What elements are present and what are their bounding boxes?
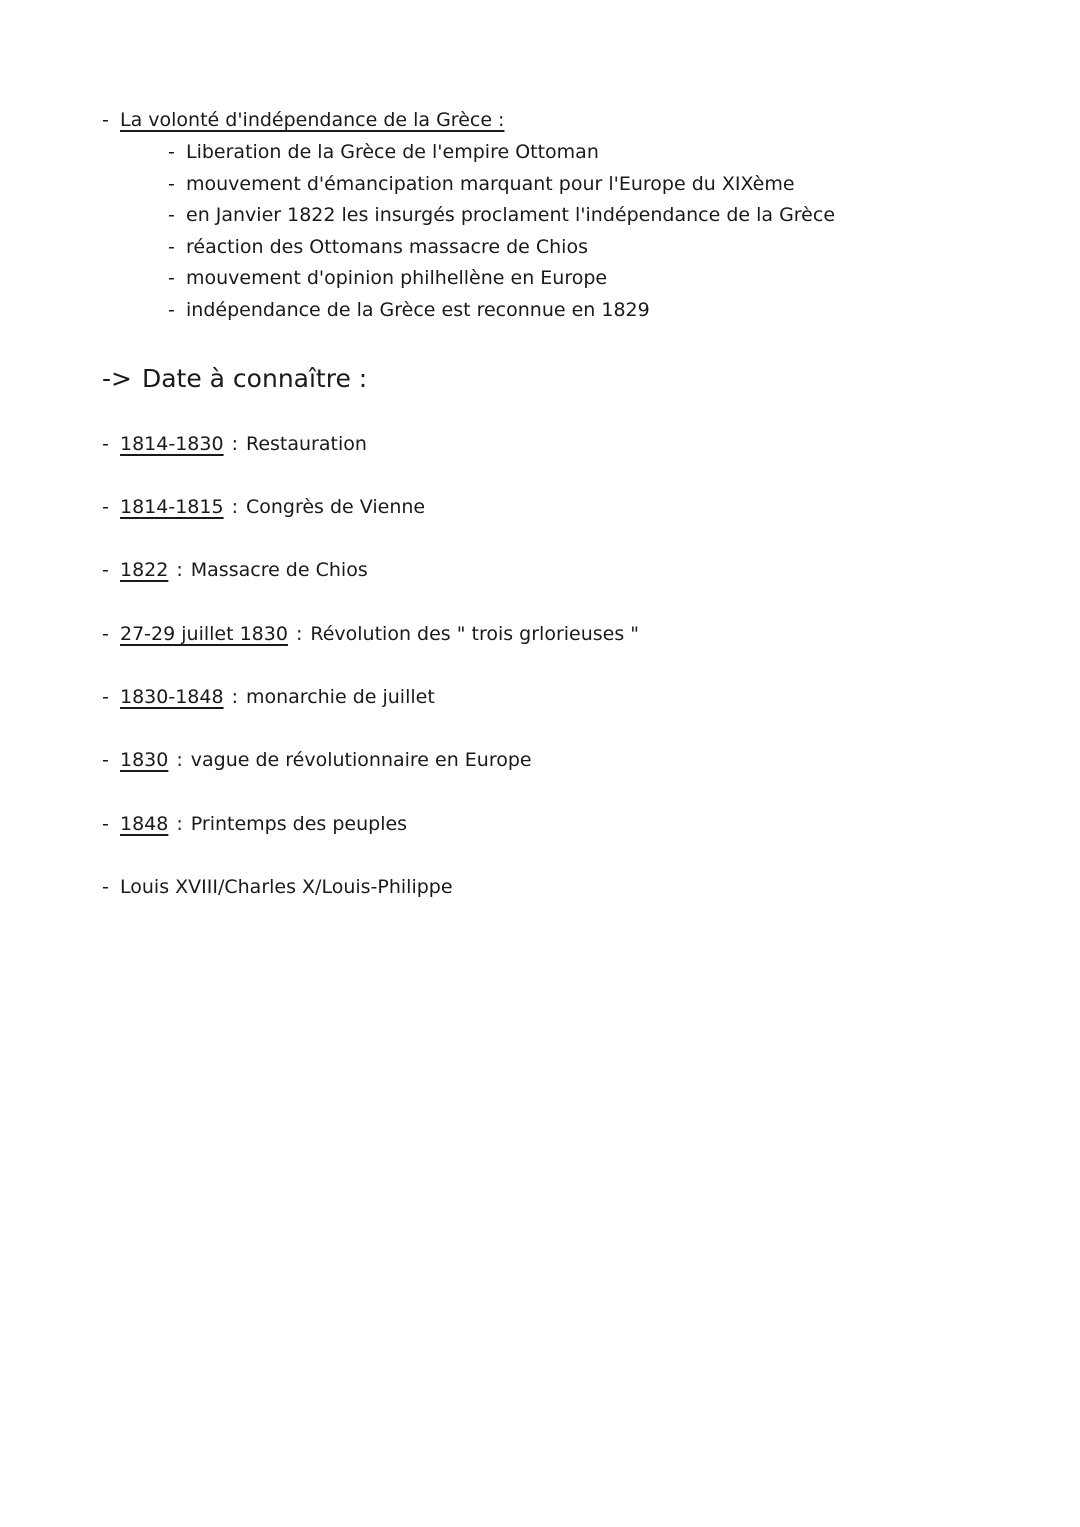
greece-item-text: en Janvier 1822 les insurgés proclament l'indépendance de la Grèce <box>186 204 836 226</box>
greece-title: La volonté d'indépendance de la Grèce : <box>120 109 505 131</box>
date-value: 1822 <box>120 559 169 581</box>
date-value: 1830 <box>120 749 169 771</box>
greece-item-text: mouvement d'opinion philhellène en Europe <box>186 267 608 289</box>
greece-item-text: indépendance de la Grèce est reconnue en 1829 <box>186 299 650 321</box>
greece-item: - réaction des Ottomans massacre de Chios <box>168 236 588 258</box>
date-value: 27-29 juillet 1830 <box>120 623 288 645</box>
arrow-glyph: -> <box>102 364 132 393</box>
date-value: 1848 <box>120 813 169 835</box>
date-row: - 27-29 juillet 1830 : Révolution des " trois grlorieuses " <box>102 623 640 645</box>
greece-item: - indépendance de la Grèce est reconnue en 1829 <box>168 299 650 321</box>
date-value: 1814-1815 <box>120 496 224 518</box>
date-row: - 1830 : vague de révolutionnaire en Europe <box>102 749 532 771</box>
date-row: - 1822 : Massacre de Chios <box>102 559 368 581</box>
greece-title-line <box>102 108 504 132</box>
date-event: Printemps des peuples <box>190 813 408 835</box>
date-event: monarchie de juillet <box>245 686 435 708</box>
date-event: Congrès de Vienne <box>245 496 426 518</box>
bullet-dash: - <box>102 109 109 131</box>
date-event: vague de révolutionnaire en Europe <box>190 749 532 771</box>
dates-heading-text: Date à connaître : <box>141 364 368 393</box>
date-event: Révolution des " trois grlorieuses " <box>310 623 640 645</box>
date-value: 1830-1848 <box>120 686 224 708</box>
greece-item: - en Janvier 1822 les insurgés proclament l'indépendance de la Grèce <box>168 204 836 226</box>
greece-item: - Liberation de la Grèce de l'empire Ottoman <box>168 141 599 163</box>
greece-item: - mouvement d'opinion philhellène en Europe <box>168 267 608 289</box>
date-row: - 1814-1830 : Restauration <box>102 433 367 455</box>
greece-item-text: Liberation de la Grèce de l'empire Ottoman <box>186 141 599 163</box>
date-row: - 1830-1848 : monarchie de juillet <box>102 686 435 708</box>
greece-item-text: mouvement d'émancipation marquant pour l'Europe du XIXème <box>186 173 795 195</box>
date-event: Restauration <box>245 433 367 455</box>
kings-text: Louis XVIII/Charles X/Louis-Philippe <box>120 876 453 898</box>
kings-row: - Louis XVIII/Charles X/Louis-Philippe <box>102 876 453 898</box>
greece-item-text: réaction des Ottomans massacre de Chios <box>186 236 588 258</box>
greece-item: - mouvement d'émancipation marquant pour l'Europe du XIXème <box>168 173 795 195</box>
date-event: Massacre de Chios <box>190 559 368 581</box>
date-row: - 1814-1815 : Congrès de Vienne <box>102 496 426 518</box>
date-row: - 1848 : Printemps des peuples <box>102 813 408 835</box>
dates-heading <box>102 364 367 394</box>
date-value: 1814-1830 <box>120 433 224 455</box>
